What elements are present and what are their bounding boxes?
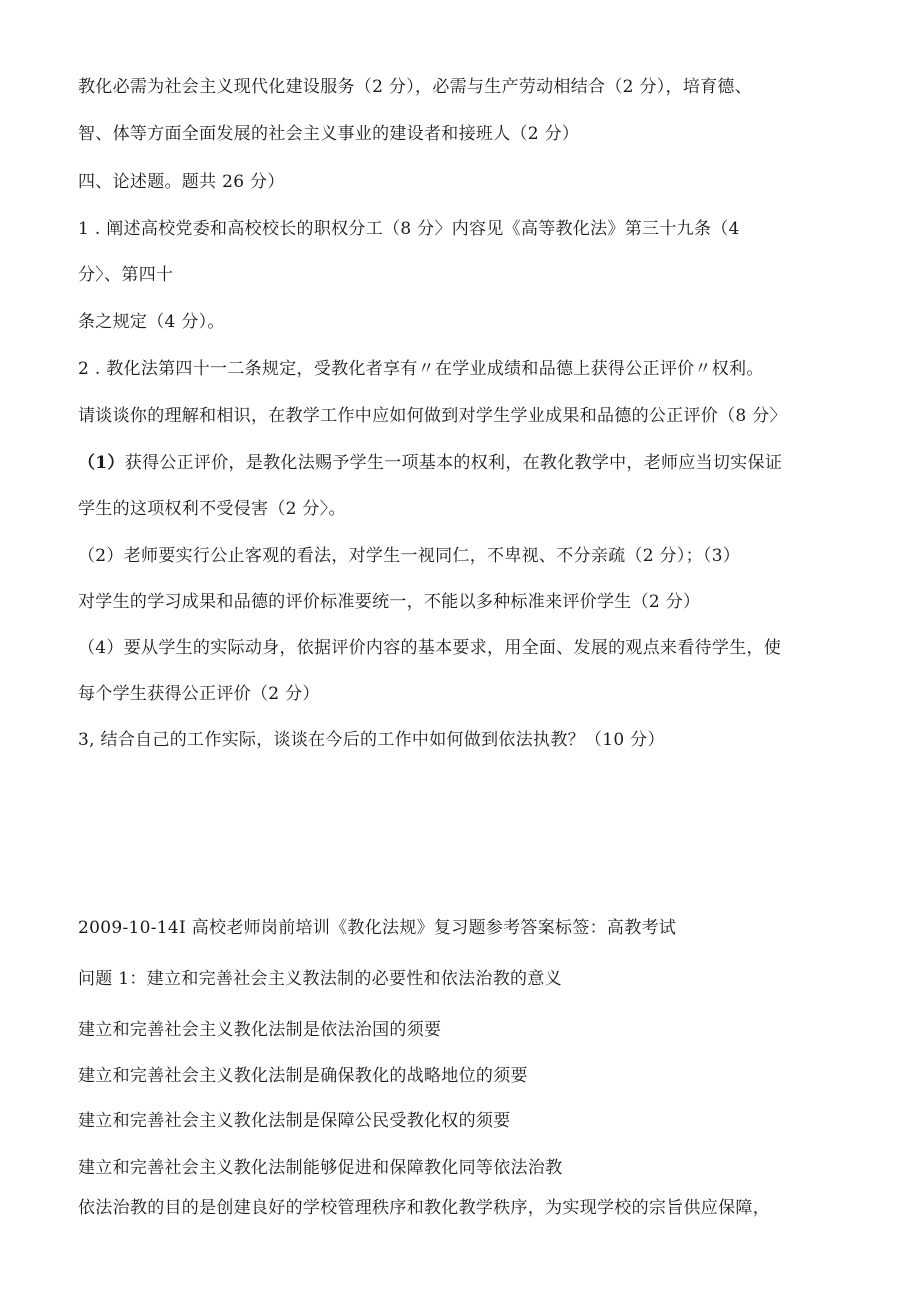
text-line: 智、体等方面全面发展的社会主义事业的建设者和接班人（2 分） [78,124,580,144]
text-line: 请谈谈你的理解和相识，在教学工作中应如何做到对学生学业成果和品德的公正评价（8 分〉 [78,406,787,426]
text-line: 分〉、第四十 [78,265,174,285]
text-line: 建立和完善社会主义教化法制是保障公民受教化权的须要 [78,1111,511,1131]
point-number: （1） [78,453,125,473]
document-header: 2009-10-14I 高校老师岗前培训《教化法规》复习题参考答案标签：高教考试 [78,918,677,938]
answer-point-1 [78,452,782,474]
text-line: 建立和完善社会主义教化法制是确保教化的战略地位的须要 [78,1066,528,1086]
text-line: 对学生的学习成果和品德的评价标准要统一，不能以多种标准来评价学生（2 分） [78,592,701,612]
text-line: 建立和完善社会主义教化法制是依法治国的须要 [78,1020,442,1040]
question-2: 2 . 教化法第四十一二条规定，受教化者享有〃在学业成绩和品德上获得公正评价〃权利。 [78,359,764,379]
text-line: 每个学生获得公正评价（2 分） [78,684,320,704]
text-line: 条之规定（4 分）。 [78,312,225,332]
question-3: 3, 结合自己的工作实际，谈谈在今后的工作中如何做到依法执教？（10 分） [78,730,665,750]
answer-point-4: （4）要从学生的实际动身，依据评价内容的基本要求，用全面、发展的观点来看待学生，使 [78,638,782,658]
text-line: 学生的这项权利不受侵害（2 分〉。 [78,499,346,519]
question-1: 1 . 阐述高校党委和高校校长的职权分工（8 分〉内容见《高等教化法》第三十九条（4 [78,219,740,239]
point-text: 获得公正评价，是教化法赐予学生一项基本的权利，在教化教学中，老师应当切实保证 [124,453,783,473]
section-heading: 四、论述题。题共 26 分） [78,172,285,192]
answer-point-2: （2）老师要实行公止客观的看法，对学生一视同仁，不卑视、不分亲疏（2 分）；（3） [78,546,741,566]
text-line: 依法治教的目的是创建良好的学校管理秩序和教化教学秩序，为实现学校的宗旨供应保障， [78,1198,770,1218]
question-heading: 问题 1：建立和完善社会主义教法制的必要性和依法治教的意义 [78,969,562,989]
text-line: 教化必需为社会主义现代化建设服务（2 分），必需与生产劳动相结合（2 分），培育德、 [78,77,753,97]
text-line: 建立和完善社会主义教化法制能够促进和保障教化同等依法治教 [78,1158,563,1178]
